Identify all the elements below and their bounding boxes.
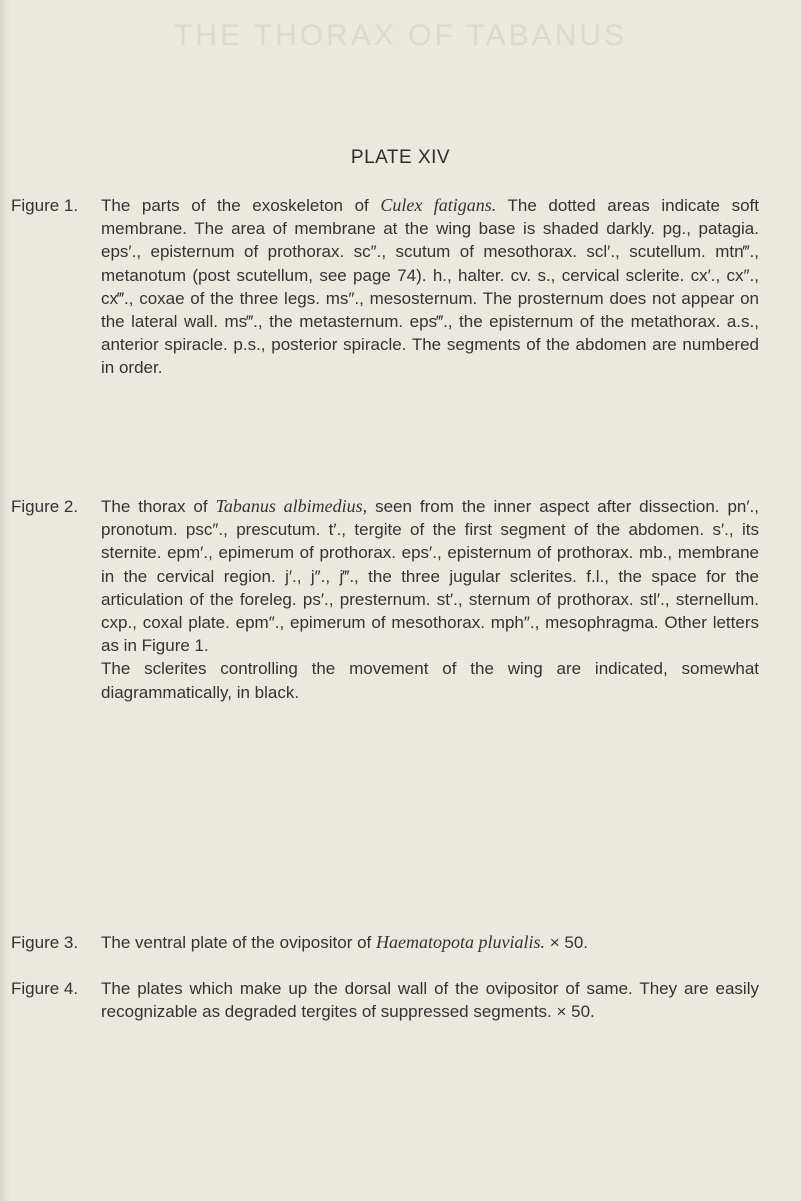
caption-text: The sclerites controlling the movement of the wing are indicated, somewhat diagrammatically, in black. <box>101 659 759 702</box>
caption-text: The dotted areas indicate soft membrane. The area of membrane at the wing base is shaded darkly. pg., patagia. eps′., episternum of prothorax. sc″., scutum of mesothorax. scl′., scutellum. mtn‴., metanotum (post scutellum, see page 74). h., halter. cv. s., cervical sclerite. cx′., cx″., cx‴., coxae of the three legs. ms″., mesosternum. The prosternum does not appear on the lateral wall. ms‴., the metasternum. eps‴., the episternum of the metathorax. a.s., anterior spiracle. p.s., posterior spiracle. The segments of the abdomen are numbered in order. <box>101 196 759 378</box>
caption-paragraph <box>101 931 759 954</box>
species-name: Culex fatigans. <box>380 195 497 215</box>
figure-caption <box>101 931 759 954</box>
species-name: Haematopota pluvialis. <box>376 932 545 952</box>
caption-paragraph <box>101 495 759 657</box>
caption-text: The ventral plate of the ovipositor of <box>101 933 376 952</box>
caption-paragraph <box>101 977 759 1023</box>
figure-label: Figure 3. <box>11 933 79 952</box>
figure-caption <box>101 977 759 1023</box>
figure-label: Figure 4. <box>11 979 79 998</box>
caption-text: The thorax of <box>101 497 216 516</box>
caption-paragraph <box>101 657 759 703</box>
species-name: Tabanus albimedius, <box>215 496 368 516</box>
caption-paragraph <box>101 194 759 380</box>
caption-text: seen from the inner aspect after dissection. pn′., pronotum. psc″., prescutum. t′., tergite of the first segment of the abdomen. s′., its sternite. epm′., epimerum of prothorax. eps′., episternum of prothorax. mb., membrane in the cervical region. j′., j″., j‴., the three jugular sclerites. f.l., the space for the articulation of the foreleg. ps′., presternum. st′., sternum of prothorax. stl′., sternellum. cxp., coxal plate. epm″., epimerum of mesothorax. mph″., mesophragma. Other letters as in Figure 1. <box>101 497 759 656</box>
figure-label: Figure 2. <box>11 497 79 516</box>
page-edge-shadow <box>0 0 10 1201</box>
caption-text: The parts of the exoskeleton of <box>101 196 381 215</box>
plate-title: PLATE XIV <box>350 147 451 168</box>
figure-caption <box>101 495 759 704</box>
caption-text: × 50. <box>545 933 589 952</box>
caption-text: The plates which make up the dorsal wall of the ovipositor of same. They are easily recognizable as degraded tergites of suppressed segments. × 50. <box>101 979 759 1022</box>
figure-caption <box>101 194 759 380</box>
figure-label: Figure 1. <box>11 196 79 215</box>
running-header-bleed: THE THORAX OF TABANUS <box>173 19 628 52</box>
